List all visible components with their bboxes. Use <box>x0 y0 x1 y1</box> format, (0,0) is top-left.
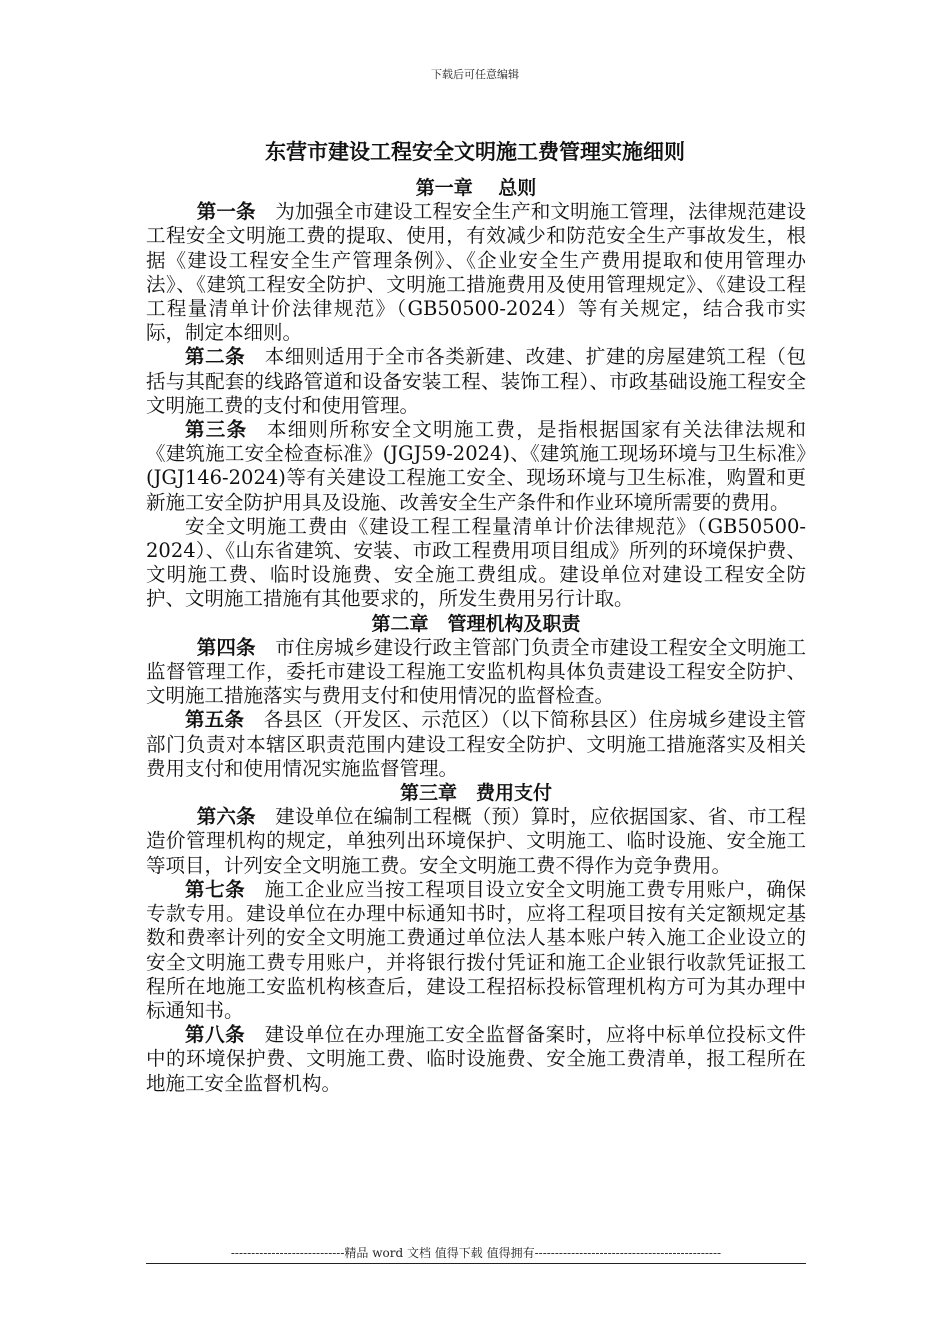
article-text: 本细则所称安全文明施工费，是指根据国家有关法律法规和《建筑施工安全检查标准》(JGJ59-2024)、《建筑施工现场环境与卫生标准》(JGJ146-2024)等有关建设工程施工安全、现场环境与卫生标准，购置和更新施工安全防护用具及设施、改善安全生产条件和作业环境所需要的费用。 <box>146 418 806 514</box>
article-1 <box>146 200 806 345</box>
article-3-paragraph-2: 安全文明施工费由《建设工程工程量清单计价法律规范》（GB50500-2024）、《山东省建筑、安装、市政工程费用项目组成》所列的环境保护费、文明施工费、临时设施费、安全施工费组成。建设单位对建设工程安全防护、文明施工措施有其他要求的，所发生费用另行计取。 <box>146 514 806 611</box>
chapter-heading-1: 第一章 总则 <box>415 177 537 199</box>
article-8 <box>146 1023 806 1096</box>
article-label: 第六条 <box>196 805 256 829</box>
article-text: 建设单位在办理施工安全监督备案时，应将中标单位投标文件中的环境保护费、文明施工费、临时设施费、安全施工费清单，报工程所在地施工安全监督机构。 <box>146 1023 806 1095</box>
article-text: 各县区（开发区、示范区）（以下简称县区）住房城乡建设主管部门负责对本辖区职责范围内建设工程安全防护、文明施工措施落实及相关费用支付和使用情况实施监督管理。 <box>146 708 806 780</box>
footer-divider <box>146 1263 806 1264</box>
article-4 <box>146 636 806 709</box>
article-label: 第五条 <box>185 708 245 732</box>
article-text: 建设单位在编制工程概（预）算时，应依据国家、省、市工程造价管理机构的规定，单独列出环境保护、文明施工、临时设施、安全施工等项目，计列安全文明施工费。安全文明施工费不得作为竞争费用。 <box>146 805 806 877</box>
article-label: 第八条 <box>185 1023 246 1047</box>
chapter-heading-2: 第二章 管理机构及职责 <box>371 612 581 635</box>
article-text: 市住房城乡建设行政主管部门负责全市建设工程安全文明施工监督管理工作，委托市建设工程施工安监机构具体负责建设工程安全防护、文明施工措施落实与费用支付和使用情况的监督检查。 <box>146 635 806 708</box>
article-5 <box>146 708 806 781</box>
article-label: 第四条 <box>196 635 256 659</box>
article-text: 本细则适用于全市各类新建、改建、扩建的房屋建筑工程（包括与其配套的线路管道和设备安装工程、装饰工程）、市政基础设施工程安全文明施工费的支付和使用管理。 <box>146 345 806 417</box>
article-7 <box>146 878 806 1023</box>
page-footer-text: ----------------------------精品 word 文档 值得下载 值得拥有---------------------------------------------- <box>230 1246 722 1260</box>
article-3 <box>146 418 806 515</box>
article-text: 为加强全市建设工程安全生产和文明施工管理，法律规范建设工程安全文明施工费的提取、使用，有效减少和防范安全生产事故发生，根据《建设工程安全生产管理条例》、《企业安全生产费用提取和使用管理办法》、《建筑工程安全防护、文明施工措施费用及使用管理规定》、《建设工程工程量清单计价法律规范》（GB50500-2024）等有关规定，结合我市实际，制定本细则。 <box>146 200 806 345</box>
document-body <box>146 176 806 1096</box>
article-6 <box>146 805 806 878</box>
article-text: 施工企业应当按工程项目设立安全文明施工费专用账户，确保专款专用。建设单位在办理中标通知书时，应将工程项目按有关定额规定基数和费率计列的安全文明施工费通过单位法人基本账户转入施工企业设立的安全文明施工费专用账户，并将银行拨付凭证和施工企业银行收款凭证报工程所在地施工安监机构核查后，建设工程招标投标管理机构方可为其办理中标通知书。 <box>146 877 806 1022</box>
article-2 <box>146 345 806 418</box>
chapter-heading-3: 第三章 费用支付 <box>399 782 552 805</box>
article-label: 第三条 <box>185 418 248 442</box>
document-title: 东营市建设工程安全文明施工费管理实施细则 <box>265 139 685 164</box>
article-label: 第七条 <box>185 877 246 901</box>
page-header-note: 下载后可任意编辑 <box>431 68 519 81</box>
article-label: 第二条 <box>185 345 246 369</box>
article-label: 第一条 <box>196 200 256 224</box>
